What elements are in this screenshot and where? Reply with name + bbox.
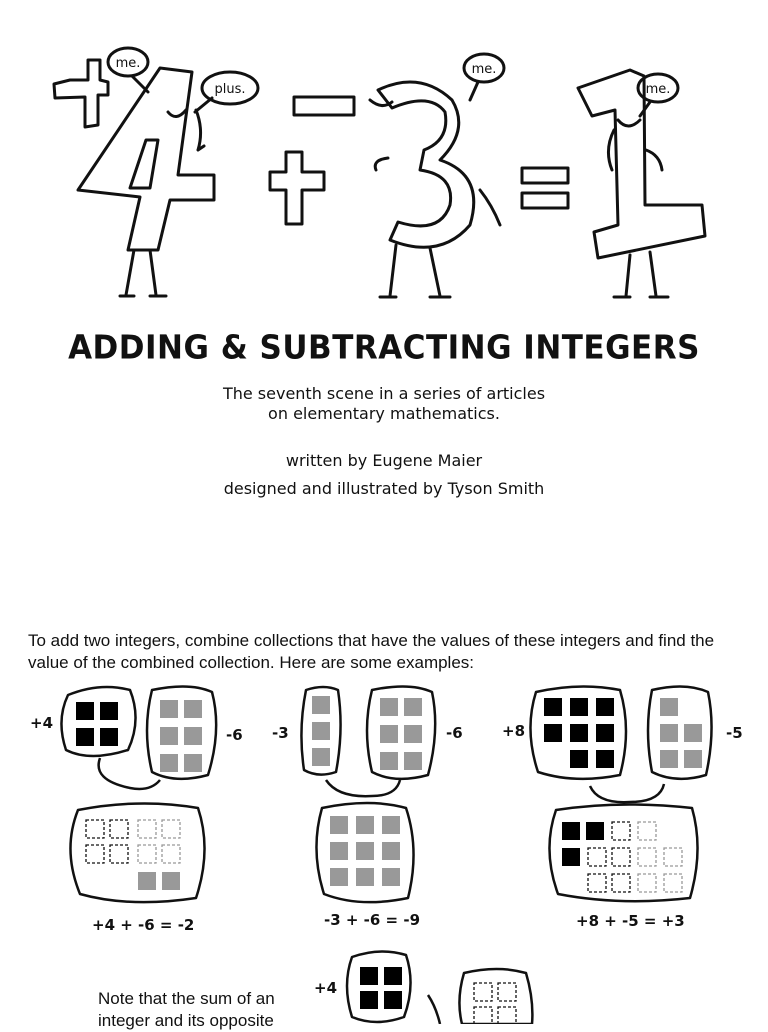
example3-negative-blob (648, 686, 712, 778)
page-title: ADDING & SUBTRACTING INTEGERS (68, 329, 700, 367)
opposite-left-label: +4 (314, 979, 338, 997)
minus-sign (294, 97, 354, 115)
example1-negative-blob (147, 686, 216, 778)
examples-figure (0, 680, 768, 940)
subtitle-line-1: The seventh scene in a series of articles (222, 384, 546, 403)
subtitle-line-2: on elementary mathematics. (268, 404, 500, 423)
example3-equation: +8 + -5 = +3 (576, 912, 685, 930)
example2-negative-blob (367, 686, 435, 778)
example3-left-label: +8 (502, 722, 526, 740)
opposite-example-figure (300, 945, 600, 1024)
example1-positive-blob (61, 687, 135, 756)
hero-illustration (0, 0, 768, 310)
example1-result-blob (70, 803, 204, 902)
number-one-character (578, 70, 705, 258)
equals-sign (522, 168, 568, 208)
small-plus-sign (54, 60, 108, 127)
note-paragraph: Note that the sum of an integer and its opposite (98, 989, 275, 1030)
opposite-positive-blob (347, 951, 411, 1022)
example2-left-label: -3 (272, 724, 289, 742)
designer-credit: designed and illustrated by Tyson Smith (223, 479, 545, 498)
example2-equation: -3 + -6 = -9 (324, 911, 421, 929)
bubble-text-4: me. (645, 82, 671, 97)
plus-sign-between (270, 152, 324, 224)
bubble-text-1: me. (115, 56, 141, 71)
opposite-result-blob (459, 969, 532, 1024)
example2-right-label: -6 (446, 724, 463, 742)
writer-credit: written by Eugene Maier (285, 451, 483, 470)
bubble-text-2: plus. (214, 82, 246, 97)
bubble-text-3: me. (471, 62, 497, 77)
example3-right-label: -5 (726, 724, 743, 742)
intro-paragraph: To add two integers, combine collections that have the values of these integers and find the value of the combined collection. Here are some examples: (28, 631, 715, 672)
example1-right-label: -6 (226, 726, 243, 744)
number-three-character (378, 82, 474, 247)
example1-left-label: +4 (30, 714, 54, 732)
example1-equation: +4 + -6 = -2 (92, 916, 195, 934)
